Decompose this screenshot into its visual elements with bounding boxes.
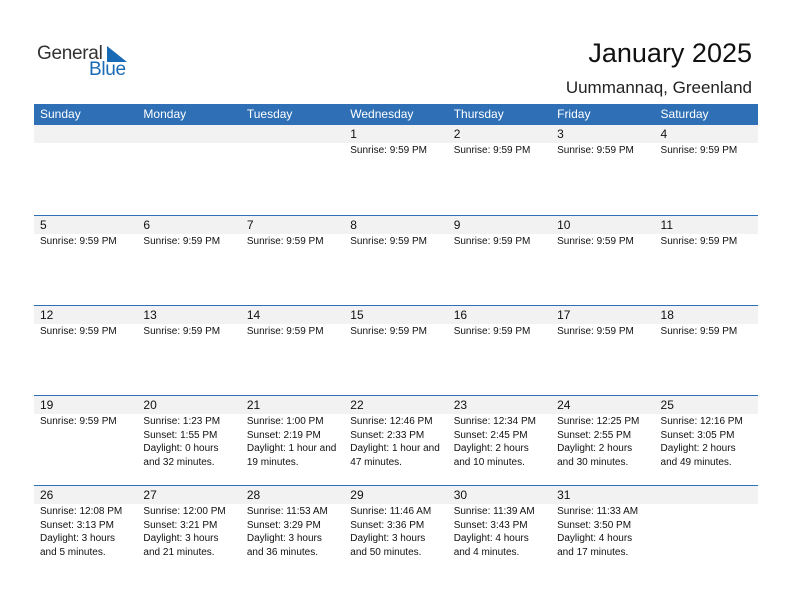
day-cell (34, 306, 137, 395)
sun-info-line: Daylight: 1 hour and (350, 443, 440, 454)
calendar-grid (34, 104, 758, 575)
sun-info-line: Sunrise: 9:59 PM (557, 236, 634, 247)
sun-info-line: Daylight: 2 hours (453, 443, 529, 454)
day-number: 9 (448, 216, 551, 234)
day-number: 21 (241, 396, 344, 414)
sun-info (137, 143, 240, 144)
logo-text-general: General (37, 43, 103, 64)
day-cell (344, 125, 447, 215)
sun-info-line: Sunrise: 9:59 PM (40, 326, 117, 337)
sun-info-line: Sunrise: 1:23 PM (143, 416, 221, 427)
day-cell (448, 216, 551, 305)
weekday-header: Thursday (453, 107, 504, 121)
sun-info (655, 234, 758, 249)
weekday-header: Monday (143, 107, 187, 121)
sun-info-line: Sunset: 3:05 PM (660, 429, 735, 441)
sun-info-line: Sunset: 3:36 PM (350, 519, 425, 531)
sun-info-line: Sunset: 3:13 PM (40, 519, 114, 531)
day-cell (34, 216, 137, 305)
sun-info-line: Sunrise: 9:59 PM (660, 236, 738, 247)
day-number: 2 (448, 125, 551, 143)
sun-info-line: Daylight: 0 hours (143, 443, 219, 454)
day-cell (655, 306, 758, 395)
empty-day-cell (241, 125, 344, 215)
day-number: 18 (655, 306, 758, 324)
sun-info-line: and 32 minutes. (143, 456, 215, 468)
sun-info-line: Daylight: 3 hours (246, 533, 322, 544)
sun-info-line: Sunrise: 12:34 PM (453, 416, 536, 427)
sun-info-line: Daylight: 3 hours (143, 533, 219, 544)
sun-info-line: and 21 minutes. (143, 546, 215, 558)
sun-info-line: Daylight: 2 hours (660, 443, 736, 454)
sun-info-line: Sunrise: 11:39 AM (453, 506, 535, 517)
sun-info (551, 143, 654, 158)
day-cell (551, 125, 654, 215)
day-number: 28 (241, 486, 344, 504)
day-number: 22 (344, 396, 447, 414)
brand-logo (37, 43, 137, 81)
day-number: 5 (34, 216, 137, 234)
day-cell (655, 396, 758, 485)
sun-info-line: Sunrise: 9:59 PM (453, 326, 531, 337)
weekday-header: Tuesday (246, 107, 293, 121)
day-number: 29 (344, 486, 447, 504)
sun-info-line: Sunrise: 1:00 PM (246, 416, 324, 427)
sun-info-line: Daylight: 3 hours (40, 533, 116, 544)
sun-info (448, 234, 551, 249)
sun-info (241, 414, 344, 469)
sun-info-line: and 10 minutes. (453, 456, 525, 468)
sun-info (551, 414, 654, 469)
empty-day-cell (137, 125, 240, 215)
weekday-header-row (34, 104, 758, 125)
sun-info (137, 324, 240, 339)
sun-info (344, 143, 447, 158)
sun-info (34, 143, 137, 144)
day-number: 8 (344, 216, 447, 234)
day-number: 19 (34, 396, 137, 414)
sun-info (655, 414, 758, 469)
sun-info-line: Sunrise: 9:59 PM (143, 326, 221, 337)
logo-text-blue: Blue (89, 59, 126, 80)
day-number: 7 (241, 216, 344, 234)
sun-info-line: Sunset: 1:55 PM (143, 429, 218, 441)
day-cell (137, 216, 240, 305)
day-cell (344, 216, 447, 305)
day-number: 11 (655, 216, 758, 234)
day-cell (241, 396, 344, 485)
sun-info-line: Sunrise: 12:46 PM (350, 416, 433, 427)
sun-info (655, 143, 758, 158)
sun-info (655, 504, 758, 505)
day-number: 10 (551, 216, 654, 234)
day-number (137, 125, 240, 143)
day-cell (448, 306, 551, 395)
week-row (34, 125, 758, 215)
sun-info-line: Sunset: 2:33 PM (350, 429, 425, 441)
day-cell (448, 125, 551, 215)
sun-info-line: Sunset: 2:55 PM (557, 429, 632, 441)
week-row (34, 395, 758, 485)
sun-info (137, 234, 240, 249)
sun-info-line: Sunrise: 9:59 PM (660, 145, 738, 156)
day-number: 26 (34, 486, 137, 504)
week-row (34, 215, 758, 305)
sun-info (241, 324, 344, 339)
sun-info-line: Sunrise: 9:59 PM (40, 416, 117, 427)
sun-info-line: Sunrise: 9:59 PM (453, 145, 531, 156)
empty-day-cell (34, 125, 137, 215)
day-number: 17 (551, 306, 654, 324)
empty-day-cell (655, 486, 758, 575)
sun-info-line: Sunset: 3:21 PM (143, 519, 218, 531)
day-cell (551, 486, 654, 575)
page-title: January 2025 (588, 38, 752, 68)
sun-info (448, 143, 551, 158)
sun-info-line: Daylight: 4 hours (453, 533, 529, 544)
sun-info (241, 504, 344, 559)
day-cell (137, 306, 240, 395)
day-number: 14 (241, 306, 344, 324)
sun-info-line: Sunrise: 12:16 PM (660, 416, 743, 427)
day-cell (655, 216, 758, 305)
day-number: 3 (551, 125, 654, 143)
sun-info-line: Sunrise: 9:59 PM (246, 236, 324, 247)
sun-info-line: Sunset: 3:50 PM (557, 519, 632, 531)
day-number: 1 (344, 125, 447, 143)
sun-info-line: Sunrise: 11:46 AM (350, 506, 432, 517)
day-number: 24 (551, 396, 654, 414)
sun-info-line: Daylight: 2 hours (557, 443, 633, 454)
day-cell (448, 486, 551, 575)
day-cell (34, 396, 137, 485)
day-number: 30 (448, 486, 551, 504)
sun-info-line: Sunrise: 9:59 PM (660, 326, 738, 337)
day-cell (344, 486, 447, 575)
sun-info (34, 504, 137, 559)
day-number: 31 (551, 486, 654, 504)
weeks-container (34, 125, 758, 575)
sun-info (655, 324, 758, 339)
day-number: 15 (344, 306, 447, 324)
sun-info-line: Sunrise: 12:08 PM (40, 506, 123, 517)
sun-info-line: and 5 minutes. (40, 546, 106, 558)
day-cell (34, 486, 137, 575)
sun-info-line: and 4 minutes. (453, 546, 520, 558)
day-cell (655, 125, 758, 215)
day-number: 13 (137, 306, 240, 324)
sun-info-line: Daylight: 4 hours (557, 533, 633, 544)
sun-info (448, 414, 551, 469)
sun-info-line: Sunrise: 12:25 PM (557, 416, 640, 427)
sun-info-line: Sunrise: 11:33 AM (557, 506, 639, 517)
day-cell (137, 396, 240, 485)
sun-info (344, 414, 447, 469)
day-cell (241, 216, 344, 305)
sun-info (551, 504, 654, 559)
week-row (34, 485, 758, 575)
day-number: 16 (448, 306, 551, 324)
day-cell (551, 306, 654, 395)
day-number: 27 (137, 486, 240, 504)
day-cell (137, 486, 240, 575)
day-cell (551, 396, 654, 485)
sun-info-line: Sunset: 2:45 PM (453, 429, 528, 441)
day-number: 23 (448, 396, 551, 414)
week-row (34, 305, 758, 395)
sun-info-line: Sunrise: 9:59 PM (350, 145, 427, 156)
sun-info (551, 234, 654, 249)
sun-info-line: 47 minutes. (350, 456, 402, 468)
day-cell (344, 396, 447, 485)
day-cell (551, 216, 654, 305)
sun-info-line: Sunrise: 11:53 AM (246, 506, 328, 517)
day-number: 20 (137, 396, 240, 414)
sun-info (344, 234, 447, 249)
sun-info (448, 504, 551, 559)
sun-info-line: Sunrise: 9:59 PM (246, 326, 324, 337)
location-subtitle: Uummannaq, Greenland (565, 78, 752, 97)
sun-info (34, 234, 137, 249)
sun-info-line: Daylight: 1 hour and (246, 443, 337, 454)
day-number (34, 125, 137, 143)
sun-info-line: Sunrise: 12:00 PM (143, 506, 226, 517)
sun-info (241, 234, 344, 249)
day-number (241, 125, 344, 143)
sun-info-line: and 30 minutes. (557, 456, 629, 468)
day-cell (344, 306, 447, 395)
sun-info-line: Sunrise: 9:59 PM (40, 236, 117, 247)
sun-info (344, 504, 447, 559)
weekday-header: Wednesday (350, 107, 414, 121)
sun-info-line: Sunrise: 9:59 PM (350, 326, 427, 337)
sun-info-line: and 17 minutes. (557, 546, 629, 558)
sun-info-line: Sunrise: 9:59 PM (557, 326, 634, 337)
day-cell (241, 486, 344, 575)
sun-info-line: Sunset: 3:29 PM (246, 519, 321, 531)
day-number: 4 (655, 125, 758, 143)
sun-info (34, 414, 137, 429)
sun-info-line: Daylight: 3 hours (350, 533, 426, 544)
sun-info (137, 414, 240, 469)
sun-info-line: and 36 minutes. (246, 546, 319, 558)
weekday-header: Friday (557, 107, 591, 121)
day-cell (448, 396, 551, 485)
sun-info-line: Sunset: 3:43 PM (453, 519, 528, 531)
weekday-header: Saturday (660, 107, 709, 121)
day-number: 12 (34, 306, 137, 324)
sun-info (344, 324, 447, 339)
sun-info (34, 324, 137, 339)
sun-info-line: Sunset: 2:19 PM (246, 429, 321, 441)
sun-info-line: and 49 minutes. (660, 456, 732, 468)
weekday-header: Sunday (40, 107, 81, 121)
sun-info-line: Sunrise: 9:59 PM (143, 236, 221, 247)
sun-info (448, 324, 551, 339)
sun-info-line: Sunrise: 9:59 PM (350, 236, 427, 247)
day-number: 25 (655, 396, 758, 414)
sun-info-line: Sunrise: 9:59 PM (453, 236, 531, 247)
sun-info-line: Sunrise: 9:59 PM (557, 145, 634, 156)
sun-info (551, 324, 654, 339)
day-cell (241, 306, 344, 395)
sun-info (137, 504, 240, 559)
sun-info-line: 19 minutes. (246, 456, 299, 468)
sun-info-line: and 50 minutes. (350, 546, 422, 558)
sun-info (241, 143, 344, 144)
day-number (655, 486, 758, 504)
day-number: 6 (137, 216, 240, 234)
